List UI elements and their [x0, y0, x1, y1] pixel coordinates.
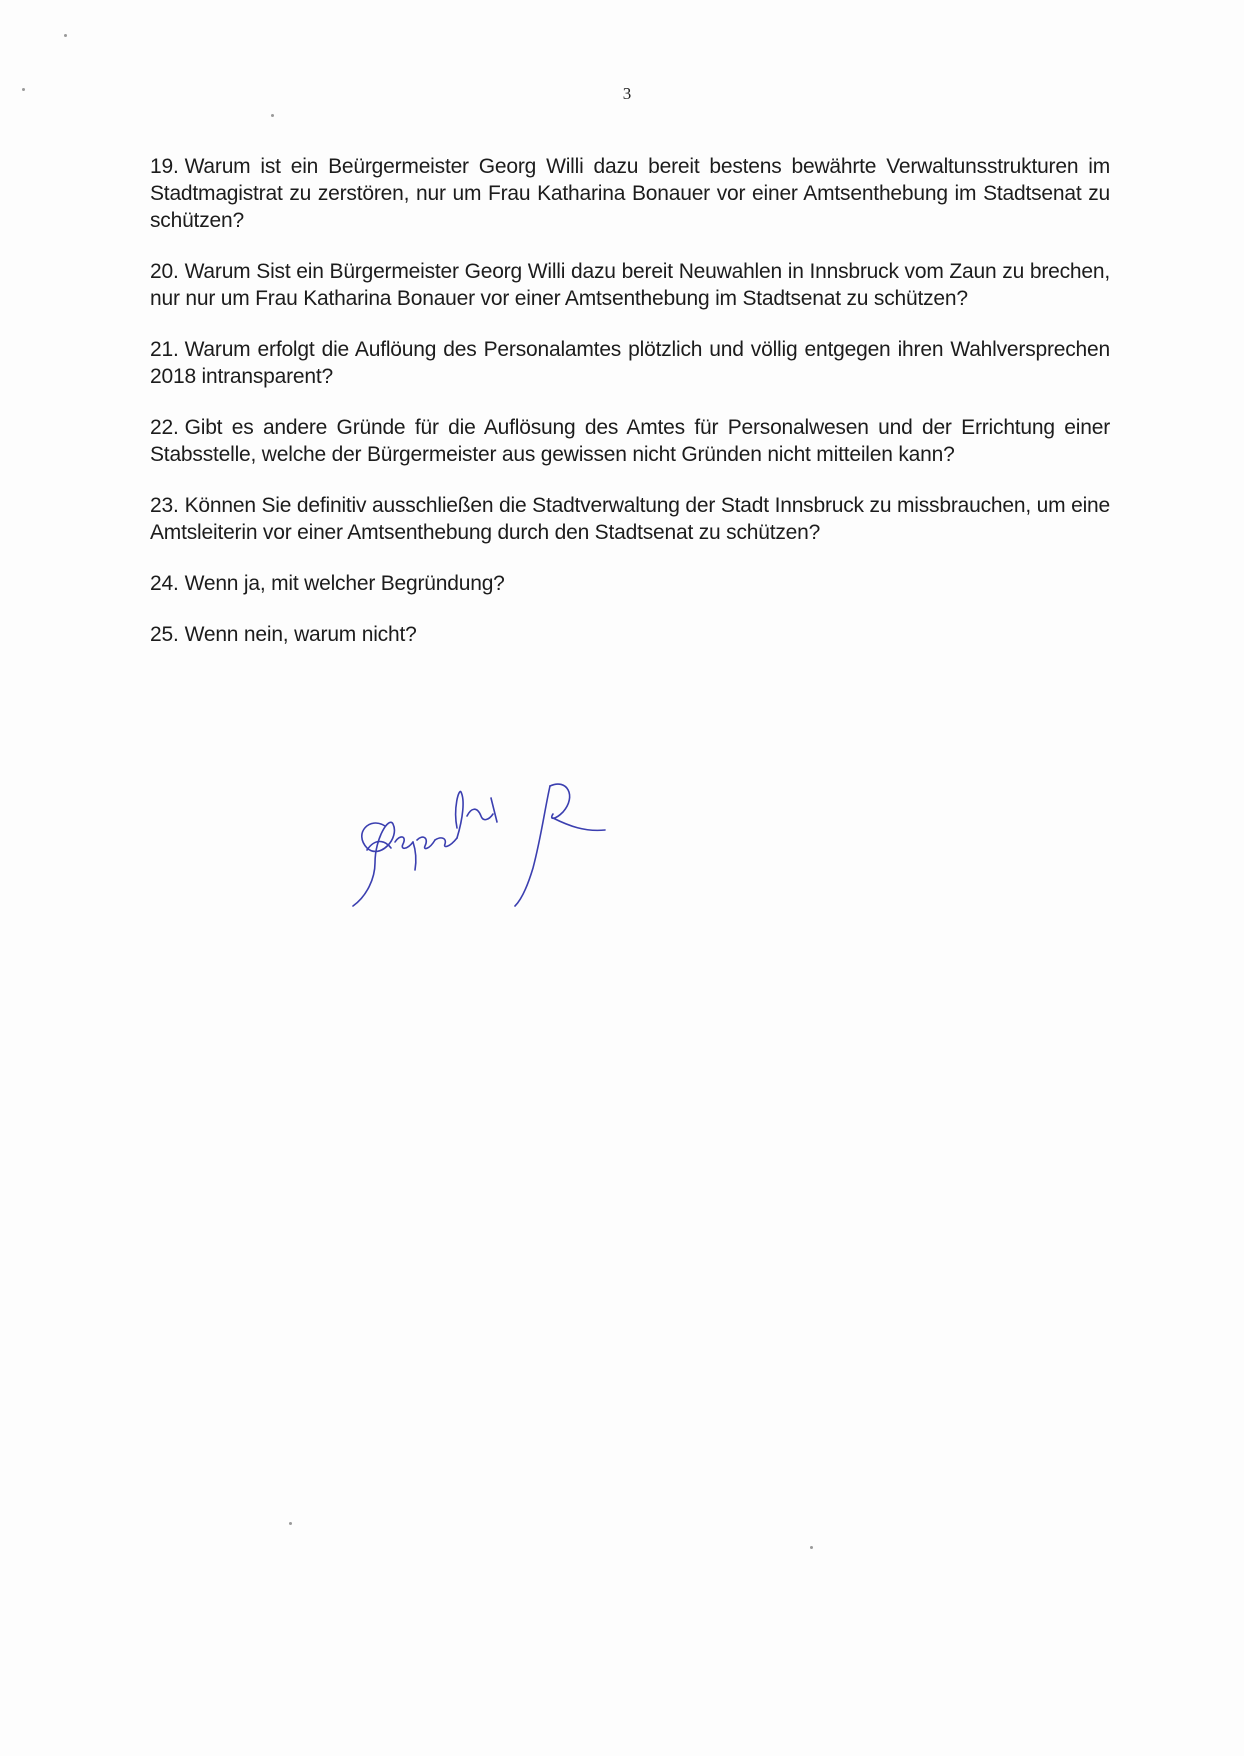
question-text: Wenn ja, mit welcher Begründung? — [184, 572, 505, 595]
question-item — [150, 258, 1110, 312]
question-number: 19. — [150, 155, 179, 178]
question-text: Können Sie definitiv ausschließen die Stadtverwaltung der Stadt Innsbruck zu missbrauchen, um eine Amtsleiterin vor einer Amtsenthebung durch den Stadtsenat zu schützen? — [150, 494, 1110, 544]
scan-speck — [22, 88, 25, 91]
question-number: 22. — [150, 416, 179, 439]
question-number: 24. — [150, 572, 179, 595]
question-number: 23. — [150, 494, 179, 517]
question-text: Warum ist ein Beürgermeister Georg Willi dazu bereit bestens bewährte Verwaltunsstrukturen im Stadtmagistrat zu zerstören, nur um Frau Katharina Bonauer vor einer Amtsenthebung im Stadtsenat zu schützen? — [150, 155, 1110, 232]
question-item — [150, 570, 1110, 597]
question-item — [150, 153, 1110, 234]
page-number: 3 — [622, 84, 632, 103]
question-list — [150, 153, 1110, 672]
question-number: 20. — [150, 260, 179, 283]
question-text: Wenn nein, warum nicht? — [184, 623, 417, 646]
scan-speck — [64, 34, 67, 37]
question-number: 25. — [150, 623, 179, 646]
scan-speck — [810, 1546, 813, 1549]
question-number: 21. — [150, 338, 179, 361]
handwritten-signature-icon — [345, 778, 665, 908]
scan-speck — [289, 1522, 292, 1525]
question-item — [150, 492, 1110, 546]
scan-speck — [271, 114, 274, 117]
question-text: Gibt es andere Gründe für die Auflösung des Amtes für Personalwesen und der Errichtung einer Stabsstelle, welche der Bürgermeister aus gewissen nicht Gründen nicht mitteilen kann? — [150, 416, 1110, 466]
question-item — [150, 621, 1110, 648]
question-text: Warum Sist ein Bürgermeister Georg Willi dazu bereit Neuwahlen in Innsbruck vom Zaun zu brechen, nur nur um Frau Katharina Bonauer vor einer Amtsenthebung im Stadtsenat zu schützen? — [150, 260, 1110, 310]
question-item — [150, 336, 1110, 390]
question-text: Warum erfolgt die Auflöung des Personalamtes plötzlich und völlig entgegen ihren Wahlversprechen 2018 intransparent? — [150, 338, 1110, 388]
question-item — [150, 414, 1110, 468]
